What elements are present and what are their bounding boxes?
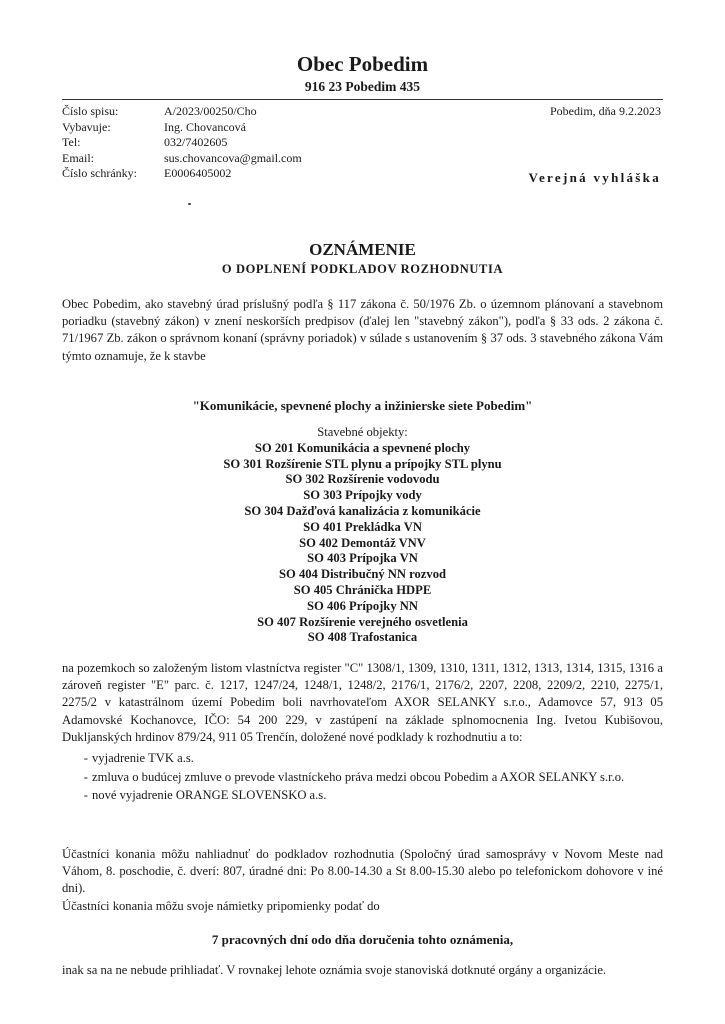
meta-row-handler — [62, 120, 364, 136]
list-item — [62, 751, 663, 767]
inspection-paragraph: Účastníci konania môžu nahliadnuť do podkladov rozhodnutia (Spoločný úrad samosprávy v Novom Meste nad Váhom, 8. poschodie, č. dverí: 807, úradné dni: Po 8.00-14.30 a St 8.00-15.30 alebo po telefonickom dohovore v iné dni). — [62, 847, 663, 896]
meta-label: Email: — [62, 150, 94, 165]
list-item — [62, 770, 663, 786]
object-item: SO 404 Distribučný NN rozvod — [279, 567, 446, 582]
object-item: SO 406 Prípojky NN — [307, 598, 418, 613]
document-item: vyjadrenie TVK a.s. — [92, 751, 194, 765]
object-item: SO 408 Trafostanica — [307, 630, 418, 645]
meta-label: Vybavuje: — [62, 119, 111, 134]
list-item — [62, 788, 663, 804]
object-item: SO 201 Komunikácia a spevnené plochy — [254, 440, 471, 455]
meta-row-email — [62, 151, 364, 167]
meta-value: 032/7402605 — [164, 135, 228, 149]
meta-label: Číslo schránky: — [62, 166, 137, 180]
meta-value: sus.chovancova@gmail.com — [164, 150, 302, 165]
bullet-dash: - — [83, 751, 88, 765]
meta-value: A/2023/00250/Cho — [164, 104, 257, 118]
documents-list — [62, 751, 663, 807]
meta-value: Ing. Chovancová — [164, 119, 246, 134]
file-metadata — [62, 104, 364, 182]
document-title: OZNÁMENIE — [309, 240, 416, 259]
object-item: SO 405 Chránička HDPE — [293, 582, 432, 597]
meta-row-mailbox — [62, 166, 364, 182]
meta-row-file-number — [62, 104, 364, 120]
construction-objects — [0, 425, 725, 646]
municipality-name: Obec Pobedim — [296, 52, 429, 76]
document-item: nové vyjadrenie ORANGE SLOVENSKO a.s. — [92, 788, 327, 803]
document-subtitle: O DOPLNENÍ PODKLADOV ROZHODNUTIA — [221, 262, 504, 276]
object-item: SO 304 Dažďová kanalizácia z komunikácie — [244, 503, 481, 518]
project-name: "Komunikácie, spevnené plochy a inžinierske siete Pobedim" — [192, 398, 533, 413]
meta-row-phone — [62, 135, 364, 151]
scan-speck — [188, 203, 191, 205]
object-item: SO 302 Rozšírenie vodovodu — [285, 472, 440, 487]
bullet-dash: - — [83, 788, 88, 803]
object-item: SO 301 Rozšírenie STL plynu a prípojky STL plynu — [223, 456, 502, 471]
municipality-address: 916 23 Pobedim 435 — [304, 79, 421, 94]
place-and-date: Pobedim, dňa 9.2.2023 — [550, 104, 661, 118]
objects-label: Stavebné objekty: — [317, 425, 408, 439]
parcels-paragraph: na pozemkoch so založeným listom vlastníctva register "C" 1308/1, 1309, 1310, 1311, 1312, 1313, 1314, 1315, 1316 a zároveň register "E" parc. č. 1217, 1247/24, 1248/1, 1248/2, 2176/1, 2176/2, 2207, 2208, 2209/2, 2210, 2275/1, 2275/2 v katastrálnom území Pobedim boli navrhovateľom AXOR SELANKY s.r.o., Adamovce 57, 913 05 Adamovské Kochanovce, IČO: 54 200 229, v zastúpení na základe splnomocnenia Ing. Ivetou Kubišovou, Dukljanských hrdinov 879/24, 911 05 Trenčín, doložené nové podklady k rozhodnutiu a to: — [62, 661, 663, 744]
object-item: SO 401 Prekládka VN — [303, 519, 422, 534]
object-item: SO 303 Prípojky vody — [303, 488, 422, 503]
object-item: SO 402 Demontáž VNV — [299, 535, 426, 550]
meta-value: E0006405002 — [164, 166, 232, 180]
notice-type: Verejná vyhláška — [528, 170, 661, 185]
document-item: zmluva o budúcej zmluve o prevode vlastníckeho práva medzi obcou Pobedim a AXOR SELANKY s.r.o. — [92, 769, 625, 784]
meta-label: Tel: — [62, 135, 81, 149]
deadline: 7 pracovných dní odo dňa doručenia tohto oznámenia, — [211, 932, 514, 947]
meta-label: Číslo spisu: — [62, 104, 119, 118]
objections-paragraph: Účastníci konania môžu svoje námietky pripomienky podať do — [62, 899, 380, 913]
object-item: SO 403 Prípojka VN — [307, 551, 418, 566]
header-divider — [62, 99, 663, 100]
closing-paragraph: inak sa na ne nebude prihliadať. V rovnakej lehote oznámia svoje stanoviská dotknuté orgány a organizácie. — [62, 963, 607, 977]
object-item: SO 407 Rozšírenie verejného osvetlenia — [257, 614, 468, 629]
bullet-dash: - — [83, 769, 88, 784]
intro-paragraph: Obec Pobedim, ako stavebný úrad príslušný podľa § 117 zákona č. 50/1976 Zb. o územnom plánovaní a stavebnom poriadku (stavebný zákon) v znení neskorších predpisov (ďalej len "stavebný zákon"), podľa § 33 ods. 2 zákona č. 71/1967 Zb. zákon o správnom konaní (správny poriadok) v súlade s ustanovením § 37 ods. 3 stavebného zákona Vám týmto oznamuje, že k stavbe — [62, 297, 663, 363]
